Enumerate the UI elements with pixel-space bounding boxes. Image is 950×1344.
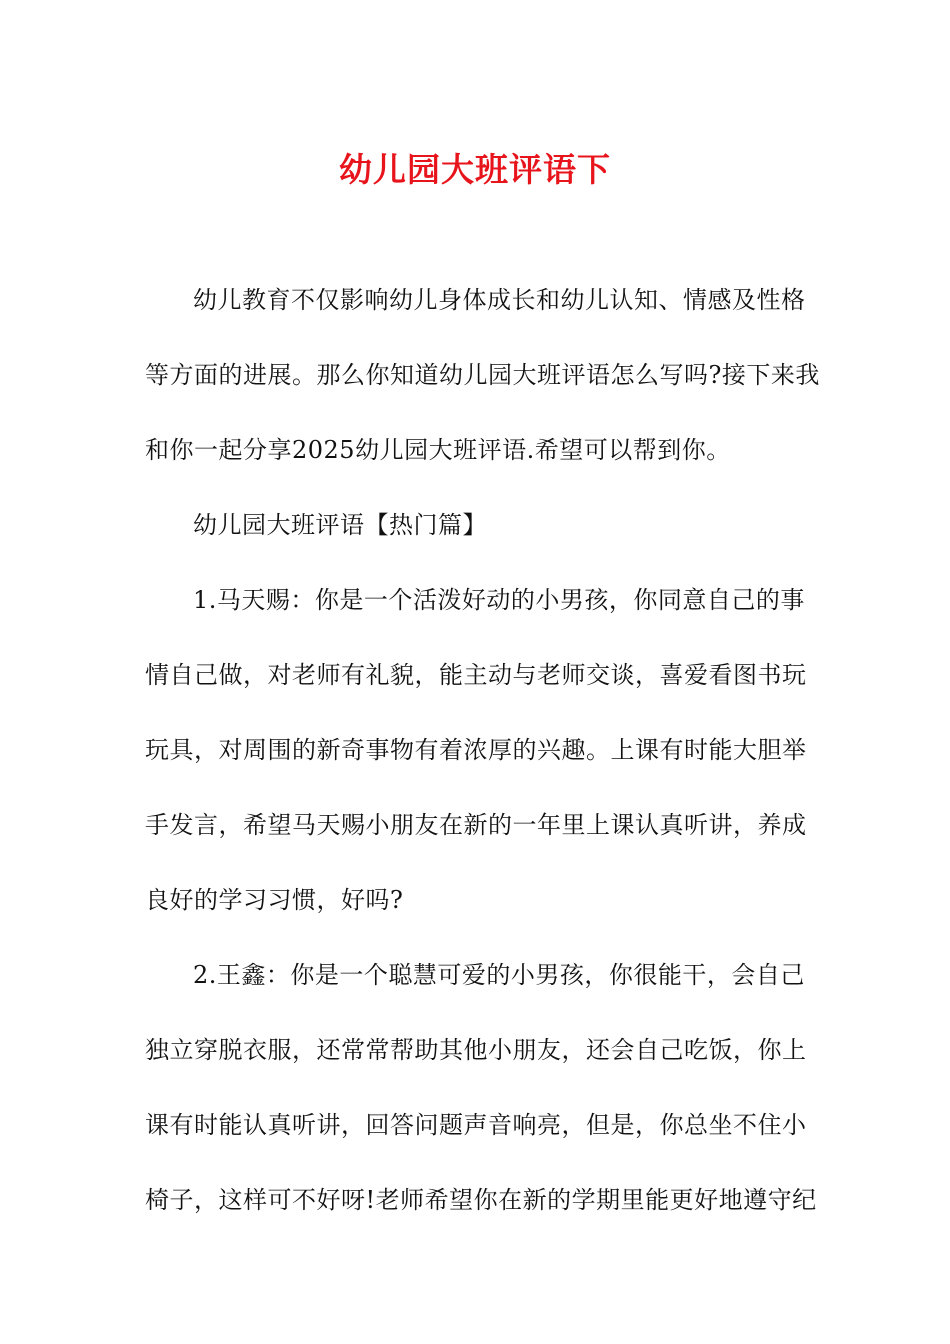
- section-heading: 幼儿园大班评语【热门篇】: [193, 511, 487, 539]
- document-title: 幼儿园大班评语下: [339, 150, 611, 189]
- paragraph-line: 幼儿教育不仅影响幼儿身体成长和幼儿认知、情感及性格: [193, 286, 806, 314]
- paragraph-line: 独立穿脱衣服，还常常帮助其他小朋友，还会自己吃饭，你上: [145, 1036, 807, 1064]
- paragraph-line: 良好的学习习惯，好吗?: [145, 886, 404, 914]
- paragraph-line: 等方面的进展。那么你知道幼儿园大班评语怎么写吗?接下来我: [145, 361, 820, 389]
- paragraph-line: 1.马天赐：你是一个活泼好动的小男孩，你同意自己的事: [193, 586, 805, 614]
- paragraph-line: 课有时能认真听讲，回答问题声音响亮，但是，你总坐不住小: [145, 1111, 807, 1139]
- paragraph-line: 情自己做，对老师有礼貌，能主动与老师交谈，喜爱看图书玩: [145, 661, 807, 689]
- paragraph-line: 和你一起分享2025幼儿园大班评语.希望可以帮到你。: [145, 436, 731, 464]
- paragraph-line: 手发言，希望马天赐小朋友在新的一年里上课认真听讲，养成: [145, 811, 807, 839]
- paragraph-line: 2.王鑫：你是一个聪慧可爱的小男孩，你很能干，会自己: [193, 961, 805, 989]
- paragraph-line: 椅子，这样可不好呀!老师希望你在新的学期里能更好地遵守纪: [145, 1186, 817, 1214]
- paragraph-line: 玩具，对周围的新奇事物有着浓厚的兴趣。上课有时能大胆举: [145, 736, 807, 764]
